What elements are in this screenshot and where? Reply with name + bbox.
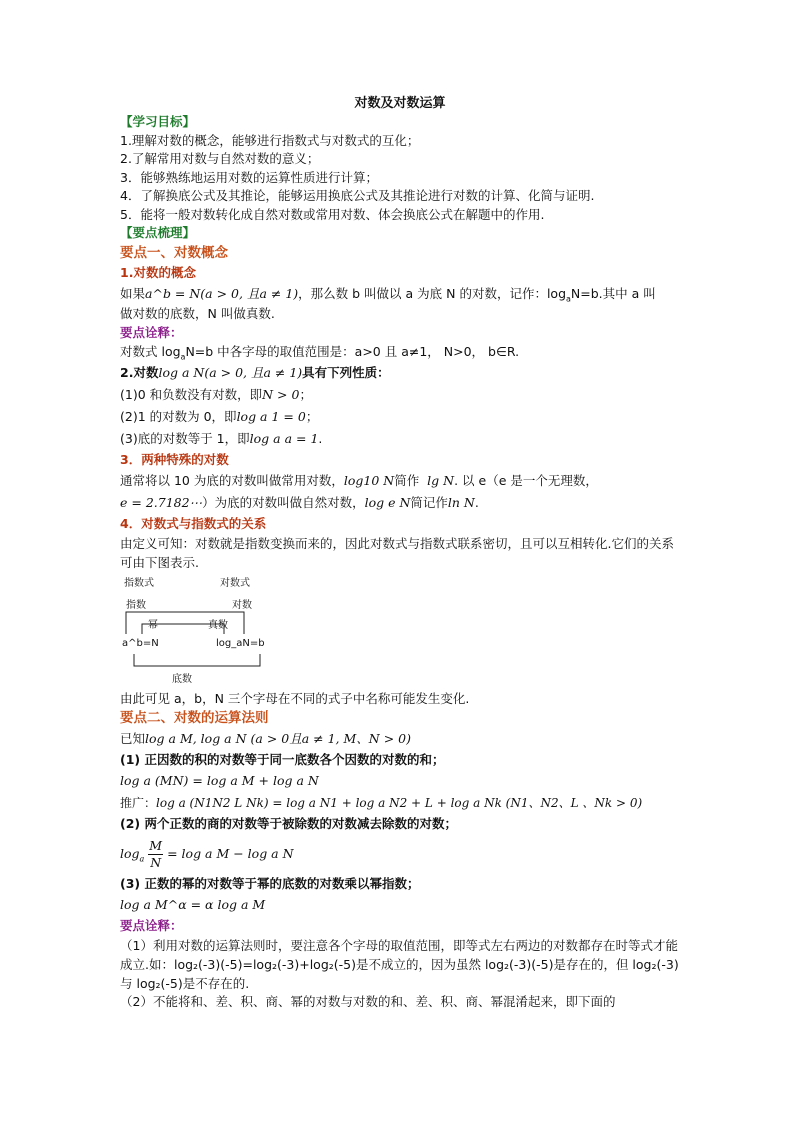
s1-definition-line: 如果a^b = N(a > 0, 且a ≠ 1)，那么数 b 叫做以 a 为底 N 的对数，记作：$\log_aN=b$.其中 a 叫 <box>120 285 656 303</box>
diagram-label-log-form: 对数式 <box>220 577 250 589</box>
goal-item: 4．了解换底公式及其推论，能够运用换底公式及其推论进行对数的计算、化简与证明. <box>120 188 595 203</box>
definition-formula: a^b = N(a > 0, 且a ≠ 1) <box>145 285 299 301</box>
rule3-title: (3) 正数的幂的对数等于幂的底数的对数乘以幂指数； <box>120 876 420 891</box>
diagram-lines <box>120 572 280 690</box>
summary-heading: 【要点梳理】 <box>120 225 196 240</box>
rule2-title: (2) 两个正数的商的对数等于被除数的对数减去除数的对数； <box>120 816 457 831</box>
point1-heading: 要点一、对数概念 <box>120 244 228 261</box>
note-range-line: 对数式 $\log_aN=b$ 中各字母的取值范围是：a>0 且 a≠1， N>0， b∈R. <box>120 344 520 362</box>
note2-item2: （2）不能将和、差、积、商、幂的对数与对数的和、差、积、商、幂混淆起来，即下面的 <box>120 994 616 1009</box>
goal-item: 3．能够熟练地运用对数的运算性质进行计算； <box>120 169 378 185</box>
rule1-title: (1) 正因数的积的对数等于同一底数各个因数的对数的和； <box>120 752 445 767</box>
goal-item: 5．能将一般对数转化成自然对数或常用对数、体会换底公式在解题中的作用. <box>120 206 545 222</box>
diagram-label-exponent: 指数 <box>126 599 146 611</box>
point2-heading: 要点二、对数的运算法则 <box>120 710 269 726</box>
diagram-label-exp-form: 指数式 <box>124 577 154 589</box>
s3-title: 3．两种特殊的对数 <box>120 451 229 467</box>
goal-item: 1.理解对数的概念，能够进行指数式与对数式的互化； <box>120 132 420 148</box>
goals-heading: 【学习目标】 <box>120 114 196 129</box>
diagram-label-log: 对数 <box>232 599 252 611</box>
s1-definition-line2: 做对数的底数，N 叫做真数. <box>120 305 275 321</box>
property-1: (1)0 和负数没有对数，即N > 0； <box>120 386 312 402</box>
property-2: (2)1 的对数为 0，即log a 1 = 0； <box>120 408 319 424</box>
s2-title: 2.对数log a N(a > 0, 且a ≠ 1)具有下列性质： <box>120 364 390 380</box>
s4-paragraph: 由定义可知：对数就是指数变换而来的，因此对数式与指数式联系密切，且可以互相转化.它们的关系可由下图表示. <box>120 535 674 570</box>
s3-line2: e = 2.7182⋯）为底的对数叫做自然对数，log e N简记作ln N. <box>120 494 479 510</box>
page-title: 对数及对数运算 <box>354 96 446 111</box>
document-page <box>120 94 680 1012</box>
diagram-label-power: 幂 <box>148 619 158 631</box>
diagram-label-base: 底数 <box>172 673 192 685</box>
rule1-formula: log a (MN) = log a M + log a N <box>120 773 319 788</box>
diagram-formula-log: log_aN=b <box>216 637 265 649</box>
exp-log-diagram <box>120 572 680 690</box>
note2-heading: 要点诠释： <box>120 918 183 933</box>
s3-line1: 通常将以 10 为底的对数叫做常用对数，log10 N简作 lg N. 以 e（e 是一个无理数， <box>120 472 598 488</box>
s4-after: 由此可见 a，b，N 三个字母在不同的式子中名称可能发生变化. <box>120 690 470 706</box>
rule2-formula: $\log_a$ $\frac{M}{N}$ = log a M − log a N <box>120 838 294 870</box>
s4-title: 4．对数式与指数式的关系 <box>120 515 267 531</box>
s1-title: 1.对数的概念 <box>120 264 196 280</box>
diagram-formula-exp: a^b=N <box>122 637 159 649</box>
note-heading: 要点诠释： <box>120 325 183 340</box>
note2-item1: （1）利用对数的运算法则时，要注意各个字母的取值范围，即等式左右两边的对数都存在时等式才能成立.如：log₂(-3)(-5)=log₂(-3)+log₂(-5)是不成立的，因为虽然 log₂(-3)(-5)是存在的，但 log₂(-3)与 log₂(-5)是不存在的. <box>120 938 679 991</box>
rule3-formula: log a M^α = α log a M <box>120 897 266 912</box>
goal-item: 2.了解常用对数与自然对数的意义； <box>120 151 320 166</box>
property-3: (3)底的对数等于 1，即log a a = 1. <box>120 430 323 446</box>
given-line: 已知log a M, log a N (a > 0且a ≠ 1, M、N > 0) <box>120 731 411 746</box>
rule1-extension: 推广：log a (N1N2 L Nk) = log a N1 + log a N2 + L + log a Nk (N1、N2、L 、Nk > 0) <box>120 796 643 810</box>
fraction-m-over-n: $\frac{M}{N}$ <box>149 838 163 870</box>
diagram-label-antilog: 真数 <box>208 619 228 631</box>
